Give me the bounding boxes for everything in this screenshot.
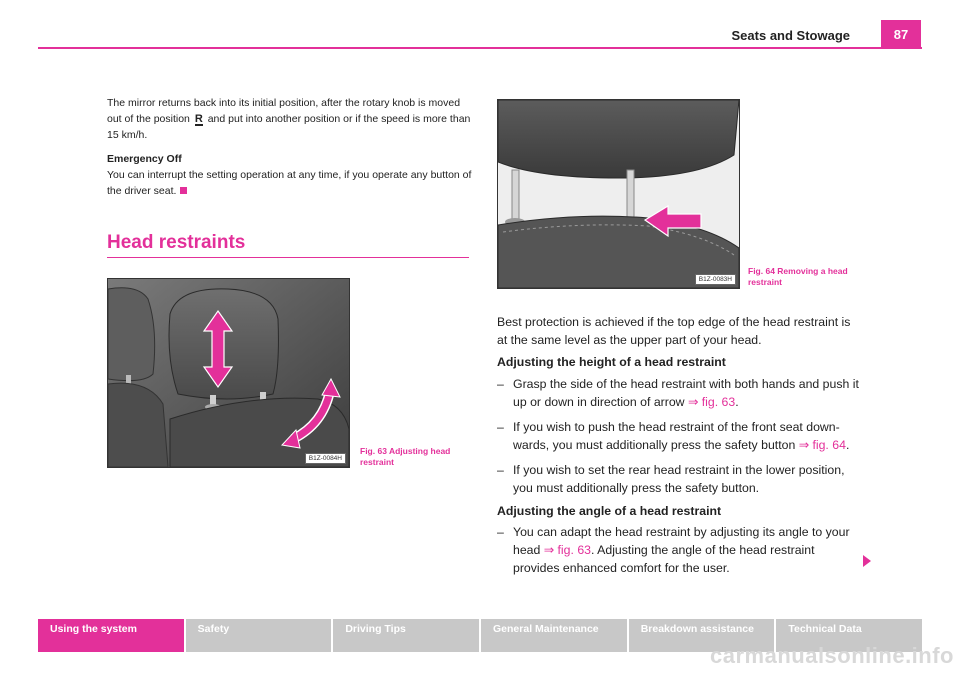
figure-64-caption: Fig. 64 Removing a head restraint [748,266,848,287]
header-divider [38,47,922,49]
list-item [497,461,862,497]
mirror-paragraph [107,95,472,143]
list-dash: – [497,420,504,434]
list-dash: – [497,525,504,539]
list-item-period: . [735,395,739,409]
emergency-off-paragraph [107,167,472,199]
list-item-text: If you wish to set the rear head restraint in the lower position, you must additionally press the safety button. [513,463,845,495]
list-item-text-continued: . Adjusting the angle of the head restraint provides enhanced comfort for the user. [513,543,815,575]
figure-64-link[interactable]: ⇒ fig. 64 [798,438,846,452]
end-of-section-marker [180,187,187,194]
tab-breakdown-assistance[interactable]: Breakdown assistance [629,619,775,652]
intro-paragraph: Best protection is achieved if the top edge of the head restraint is at the same level as the upper part of your head. [497,315,851,347]
list-item-text: If you wish to push the head restraint of the front seat down-wards, you must additionally press the safety button [513,420,840,452]
list-item-text: You can adapt the head restraint by adjusting its angle to your head [513,525,850,557]
tab-technical-data[interactable]: Technical Data [776,619,922,652]
figure-63-caption: Fig. 63 Adjusting head restraint [360,446,451,467]
figure-63-link[interactable]: ⇒ fig. 63 [543,543,591,557]
tab-driving-tips[interactable]: Driving Tips [333,619,479,652]
mirror-text-part2: and put into another position or if the speed is more than 15 km/h. [107,113,471,141]
reverse-position-symbol: R [194,113,203,125]
figure-63-code: B1Z-0084H [305,453,346,464]
list-item [497,375,862,411]
height-heading: Adjusting the height of a head restraint [497,355,726,369]
mirror-text-part1: The mirror returns back into its initial position, after the rotary knob is moved out of the position [107,97,461,125]
list-item [497,523,862,577]
list-item-period: . [845,438,850,452]
emergency-off-text: You can interrupt the setting operation at any time, if you operate any button of the driver seat. [107,169,472,197]
emergency-off-heading: Emergency Off [107,153,182,165]
tab-safety[interactable]: Safety [186,619,332,652]
page-title: Seats and Stowage [731,28,850,43]
figure-64-image [497,99,740,289]
list-dash: – [497,377,504,391]
watermark: carmanualsonline.info [710,643,954,668]
figure-63-image [107,278,350,468]
list-dash: – [497,463,504,477]
page-number: 87 [881,20,921,48]
figure-64-code: B1Z-0083H [695,274,736,285]
continue-arrow-icon [863,555,871,567]
figure-63-link[interactable]: ⇒ fig. 63 [687,395,736,409]
tab-using-the-system[interactable]: Using the system [38,619,184,652]
tab-general-maintenance[interactable]: General Maintenance [481,619,627,652]
list-item [497,418,862,454]
angle-heading: Adjusting the angle of a head restraint [497,504,722,518]
section-title: Head restraints [107,232,246,253]
list-item-text: Grasp the side of the head restraint with both hands and push it up or down in direction of arrow [513,377,859,409]
section-divider [107,257,469,258]
